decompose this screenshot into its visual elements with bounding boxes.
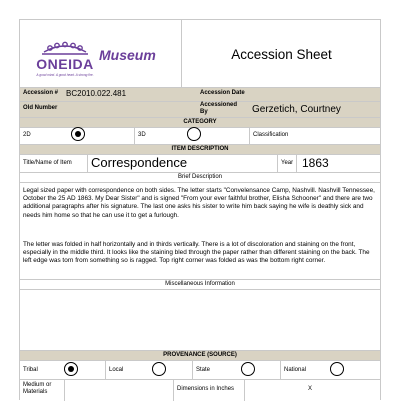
accessioned-by-label: Accessioned By <box>200 102 238 115</box>
org-tagline: A good mind. A good heart. A strong fire. <box>36 73 94 77</box>
old-number-value[interactable] <box>66 104 186 114</box>
misc-info-value[interactable] <box>23 292 377 347</box>
accession-sheet-form <box>19 19 381 400</box>
category-3d-radio[interactable] <box>187 127 201 141</box>
description-paragraph: Legal sized paper with correspondence on both sides. The letter starts "Convelensance Camp, Nashvill. Nashvill Tennessee, October the 25 AD 1863. My Dear Sister" and is signed "From your ever faithful brother, Elisha Schooner" and there are two additional paragraphs after his signature. The last one asks his sister to write him back saying he wife is deathly sick and needs him home so that he can use it to get a furlough. <box>23 187 375 219</box>
item-description-heading: ITEM DESCRIPTION <box>171 146 229 152</box>
year-label: Year <box>281 160 294 166</box>
item-title-label: Title/Name of Item <box>23 160 72 166</box>
provenance-state-radio[interactable] <box>241 362 255 376</box>
medium-materials-label: Medium or Materials <box>23 382 52 395</box>
museum-label: Museum <box>99 47 156 63</box>
accession-date-label: Accession Date <box>200 90 245 96</box>
provenance-national-label: National <box>284 367 307 373</box>
org-name: ONEIDA <box>36 56 94 72</box>
dimensions-label: Dimensions in Inches <box>177 386 235 392</box>
dimensions-separator: X <box>308 386 313 392</box>
old-number-label: Old Number <box>23 105 58 111</box>
category-heading: CATEGORY <box>183 119 217 125</box>
selected-dot-icon <box>75 131 81 137</box>
category-3d-label: 3D <box>138 132 146 138</box>
provenance-national-radio[interactable] <box>330 362 344 376</box>
brief-description-label: Brief Description <box>177 174 222 180</box>
provenance-local-radio[interactable] <box>152 362 166 376</box>
description-paragraph: The letter was folded in half horizontally and in thirds vertically. There is a lot of discoloration and staining on the front, especially in the middle third. It looks like the staining bled through the paper rather than different staining on the back. The left edge was torn from something so is ragged. Top right corner was folded as was the bottom right corner. <box>23 241 370 265</box>
item-title-value[interactable]: Correspondence <box>91 155 188 170</box>
provenance-tribal-label: Tribal <box>23 367 38 373</box>
category-2d-label: 2D <box>23 132 31 138</box>
provenance-heading: PROVENANCE (SOURCE) <box>163 352 237 358</box>
accession-number-value[interactable]: BC2010.022.481 <box>66 89 127 98</box>
misc-info-label: Miscellaneous Information <box>165 281 235 287</box>
page-title: Accession Sheet <box>231 47 332 62</box>
accession-date-value[interactable] <box>252 89 372 99</box>
provenance-local-label: Local <box>109 367 124 373</box>
provenance-state-label: State <box>196 367 211 373</box>
provenance-tribal-radio[interactable] <box>64 362 78 376</box>
accession-number-label: Accession # <box>23 90 59 96</box>
oneida-emblem-icon <box>28 38 102 58</box>
classification-label: Classification <box>253 132 289 138</box>
category-2d-radio[interactable] <box>71 127 85 141</box>
classification-value[interactable] <box>310 130 376 140</box>
oneida-logo <box>28 38 102 82</box>
selected-dot-icon <box>68 366 74 372</box>
accessioned-by-value[interactable]: Gerzetich, Courtney <box>252 104 341 115</box>
year-value[interactable]: 1863 <box>302 156 329 170</box>
